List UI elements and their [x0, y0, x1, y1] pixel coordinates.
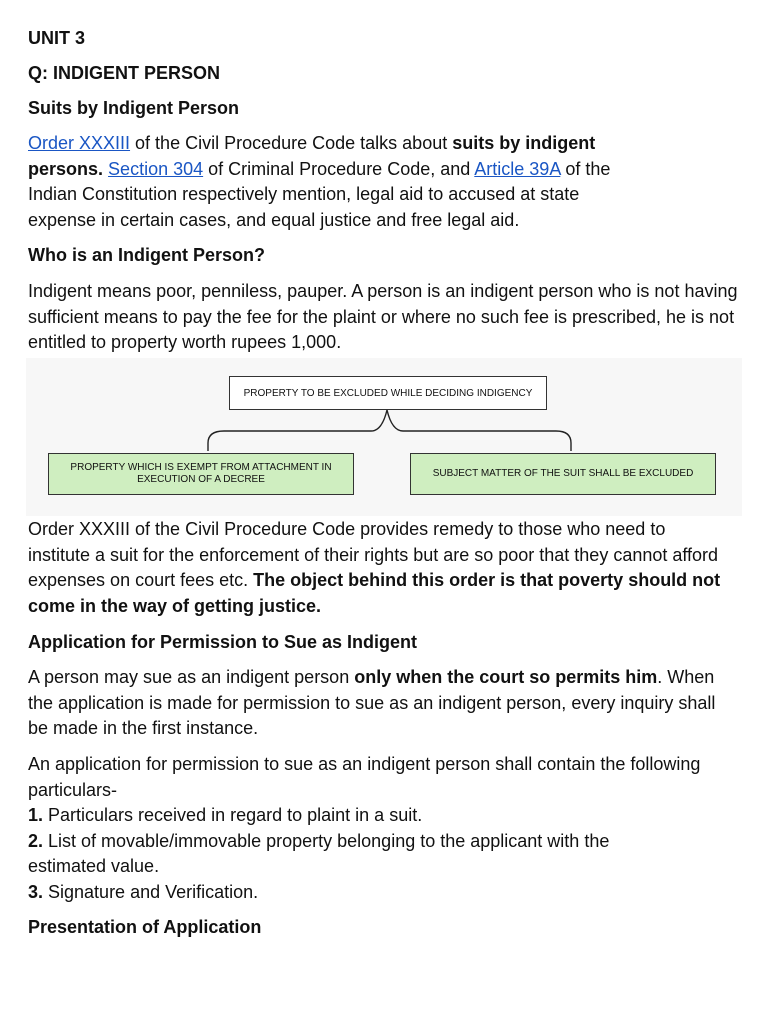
presentation-heading: Presentation of Application	[28, 917, 262, 937]
excluded-property-box: PROPERTY TO BE EXCLUDED WHILE DECIDING INDIGENCY	[229, 376, 547, 410]
who-heading: Who is an Indigent Person?	[28, 245, 266, 265]
order-paragraph: Order XXXIII of the Civil Procedure Code provides remedy to those who need to institute a suit for the enforcement of their rights but are so poor that they cannot afford expenses on court fees etc. The object behind this order is that poverty should not come in the way of getting justice.	[28, 519, 721, 616]
suits-heading: Suits by Indigent Person	[28, 98, 240, 118]
application-paragraph: A person may sue as an indigent person only when the court so permits him. When the application is made for permission to sue as an indigent person, every inquiry shall be made in the first instance.	[28, 667, 716, 739]
unit-heading: UNIT 3	[28, 28, 86, 48]
order-xxxiii-link[interactable]: Order XXXIII	[28, 133, 131, 153]
intro-paragraph: Order XXXIII of the Civil Procedure Code talks about suits by indigent persons. Section 304 of Criminal Procedure Code, and Article 39A of the Indian Constitution respectively mention, legal aid to accused at state expense in certain cases, and equal justice and free legal aid.	[28, 133, 611, 230]
subject-matter-box: SUBJECT MATTER OF THE SUIT SHALL BE EXCLUDED	[410, 453, 716, 495]
question-heading: Q: INDIGENT PERSON	[28, 63, 221, 83]
particulars-block	[28, 752, 744, 906]
section-304-link[interactable]: Section 304	[108, 158, 204, 179]
list-item: 2. List of movable/immovable property belonging to the applicant with the estimated value.	[28, 830, 610, 877]
indigency-diagram	[26, 358, 742, 516]
application-heading: Application for Permission to Sue as Indigent	[28, 632, 418, 652]
list-item: 1. Particulars received in regard to plaint in a suit.	[28, 805, 423, 826]
article-39a-link[interactable]: Article 39A	[474, 158, 561, 179]
exempt-property-box: PROPERTY WHICH IS EXEMPT FROM ATTACHMENT IN EXECUTION OF A DECREE	[48, 453, 354, 495]
particulars-intro: An application for permission to sue as an indigent person shall contain the following particulars-	[28, 754, 701, 800]
list-item: 3. Signature and Verification.	[28, 881, 259, 902]
who-paragraph: Indigent means poor, penniless, pauper. A person is an indigent person who is not having sufficient means to pay the fee for the plaint or where no such fee is prescribed, he is not entitled to property worth rupees 1,000.	[28, 281, 738, 353]
